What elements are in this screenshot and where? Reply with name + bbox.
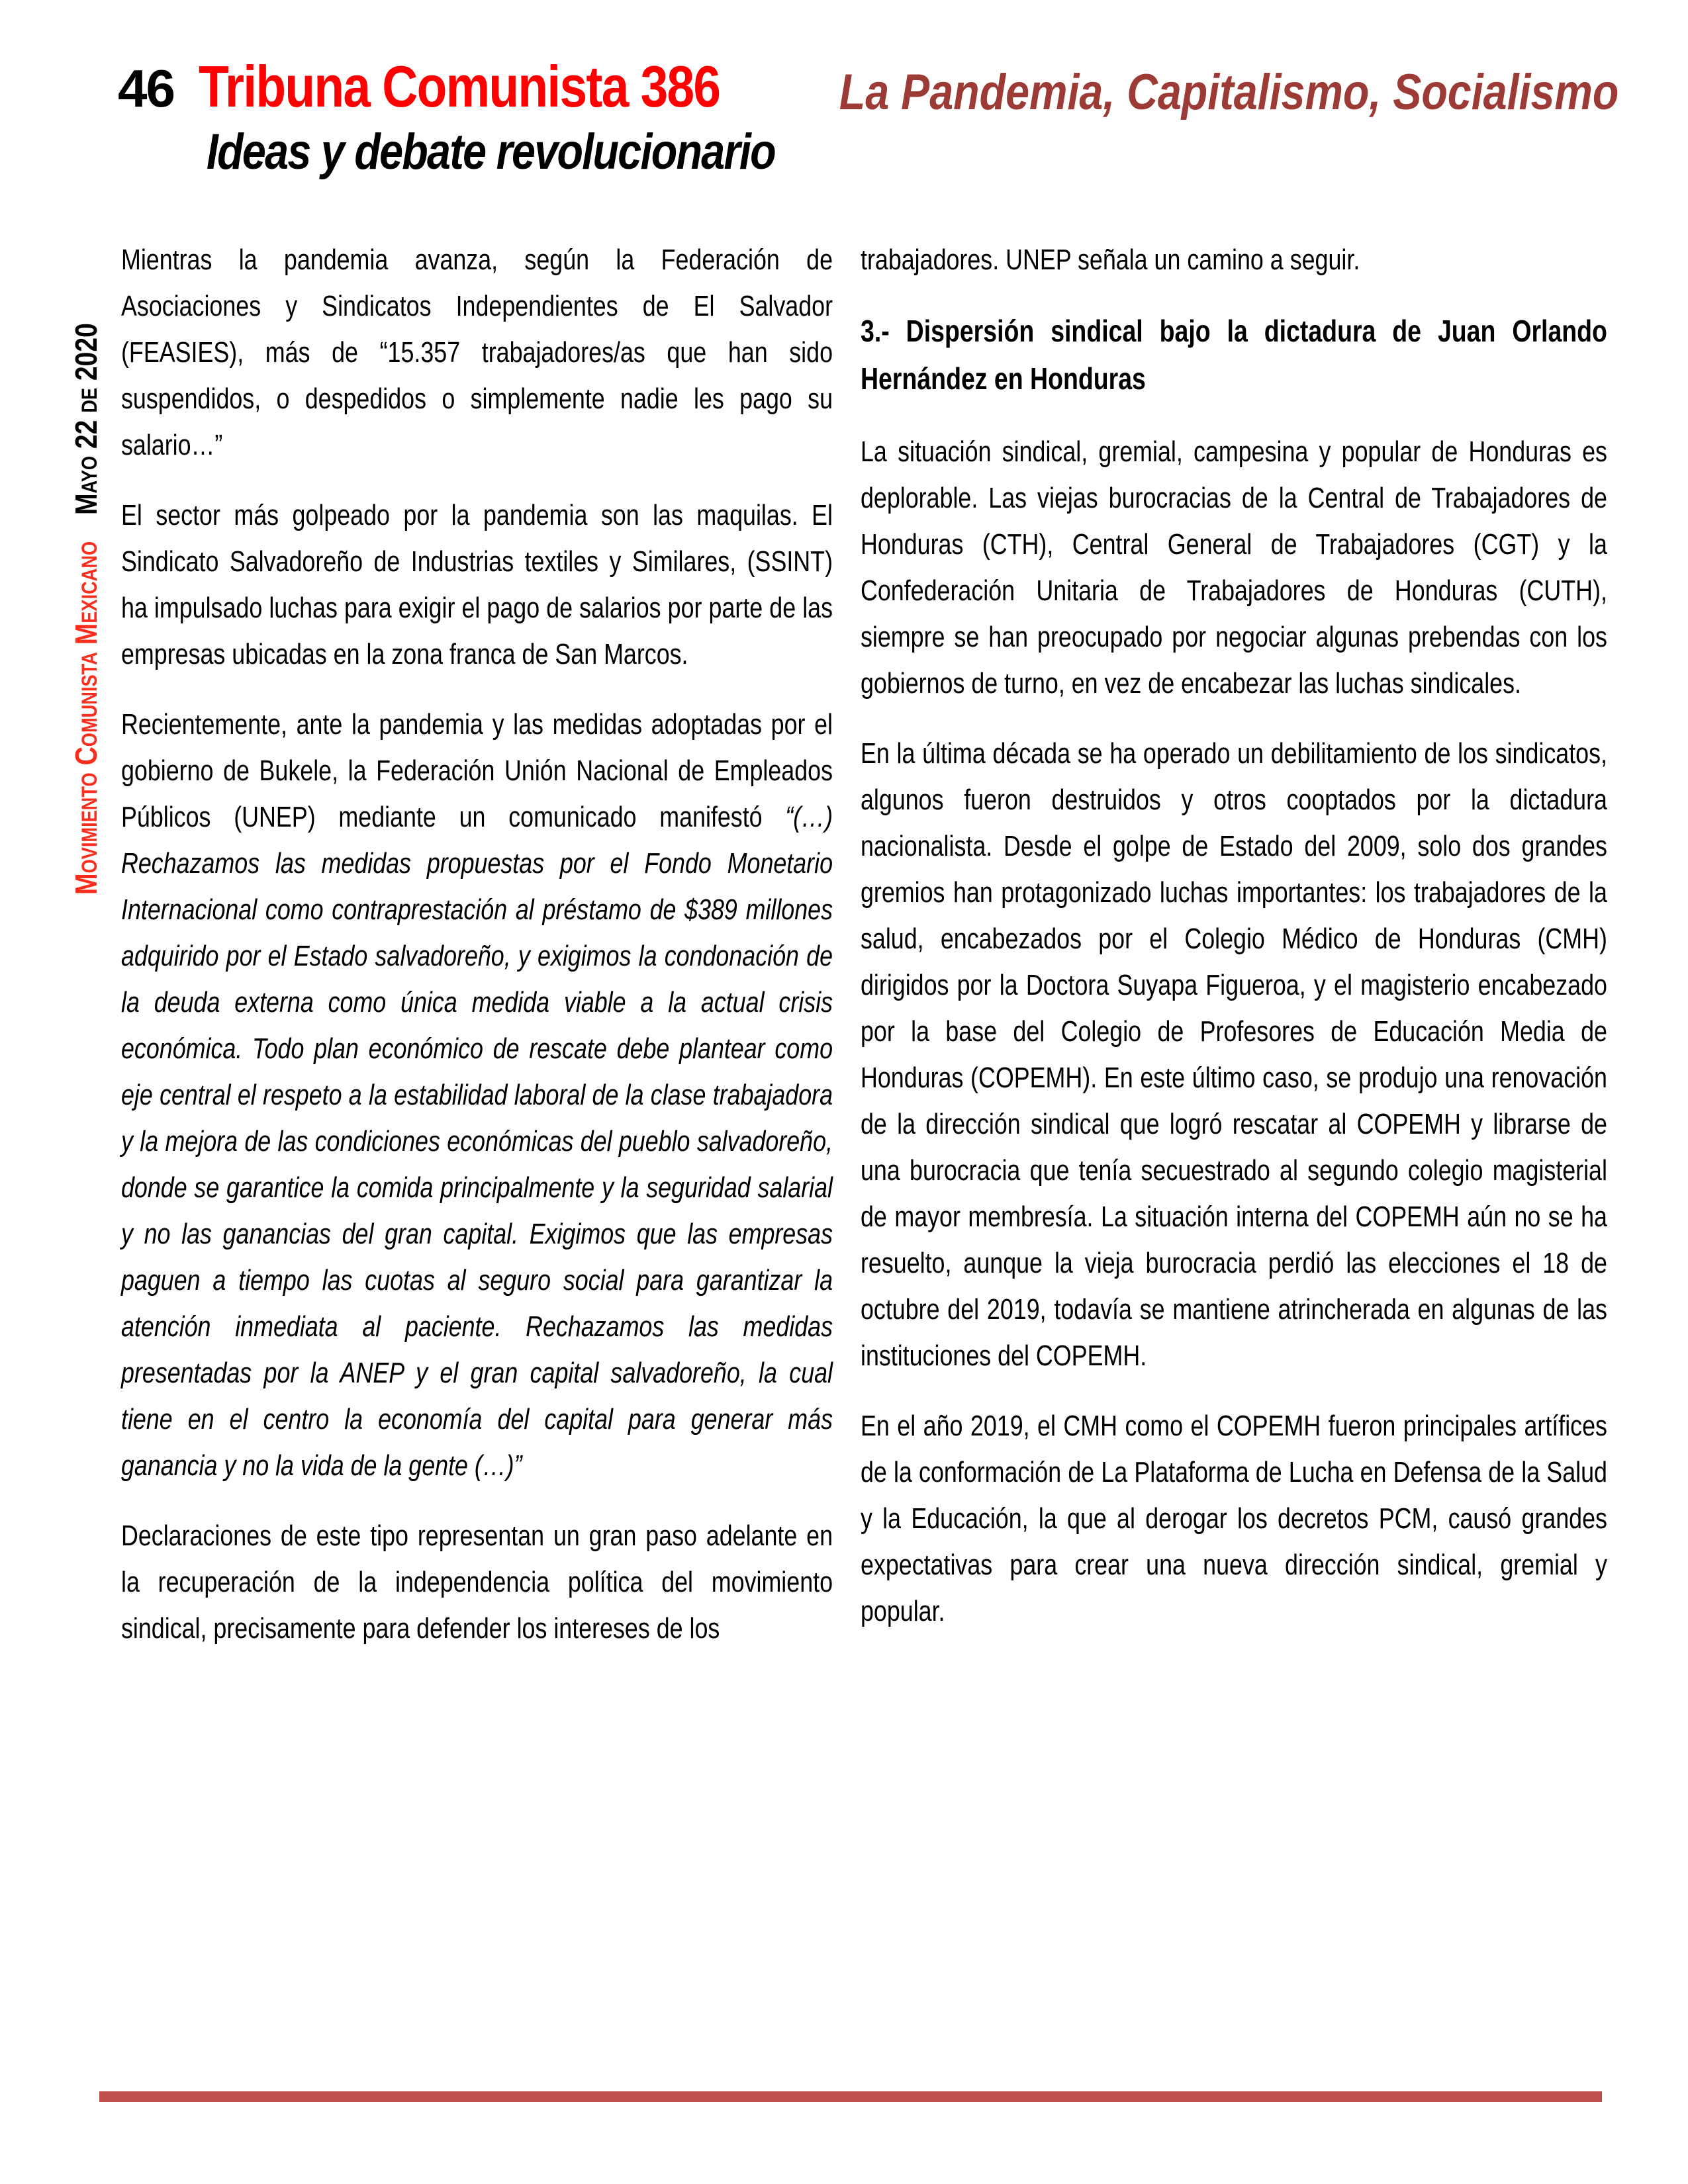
vertical-margin-text [68, 225, 116, 895]
left-column [121, 237, 833, 1652]
paragraph-quote: “(…) Rechazamos las medidas propuestas por el Fondo Monetario Internacional como contraprestación al préstamo de $389 millones adquirido por el Estado salvadoreño, y exigimos la condonación de la deuda externa como única medida viable a la actual crisis económica. Todo plan económico de rescate debe plantear como eje central el respeto a la estabilidad laboral de la clase trabajadora y la mejora de las condiciones económicas del pueblo salvadoreño, donde se garantice la comida principalmente y la seguridad salarial y no las ganancias del gran capital. Exigimos que las empresas paguen a tiempo las cuotas al seguro social para garantizar la atención inmediata al paciente. Rechazamos las medidas presentadas por la ANEP y el gran capital salvadoreño, la cual tiene en el centro la economía del capital para generar más ganancia y no la vida de la gente (…)” [121, 801, 833, 1482]
issue-date: Mayo 22 de 2020 [69, 323, 103, 516]
paragraph: Declaraciones de este tipo representan un gran paso adelante en la recuperación de la independencia política del movimiento sindical, precisamente para defender los intereses de los [121, 1520, 833, 1645]
paragraph: El sector más golpeado por la pandemia son las maquilas. El Sindicato Salvadoreño de Industrias textiles y Similares, (SSINT) ha impulsado luchas para exigir el pago de salarios por parte de las empresas ubicadas en la zona franca de San Marcos. [121, 499, 833, 670]
paragraph [121, 702, 833, 1489]
paragraph: En el año 2019, el CMH como el COPEMH fueron principales artífices de la conformación de La Plataforma de Lucha en Defensa de la Salud y la Educación, la que al derogar los decretos PCM, causó grandes expectativas para crear una nueva dirección sindical, gremial y popular. [861, 1410, 1607, 1627]
paragraph: La situación sindical, gremial, campesina y popular de Honduras es deplorable. Las viejas burocracias de la Central de Trabajadores de Honduras (CTH), Central General de Trabajadores (CGT) y la Confederación Unitaria de Trabajadores de Honduras (CUTH), siempre se han preocupado por negociar algunas prebendas con los gobiernos de turno, en vez de encabezar las luchas sindicales. [861, 435, 1607, 700]
paragraph: En la última década se ha operado un debilitamiento de los sindicatos, algunos fueron destruidos y otros cooptados por la dictadura nacionalista. Desde el golpe de Estado del 2009, solo dos grandes gremios han protagonizado luchas importantes: los trabajadores de la salud, encabezados por el Colegio Médico de Honduras (CMH) dirigidos por la Doctora Suyapa Figueroa, y el magisterio encabezado por la base del Colegio de Profesores de Educación Media de Honduras (COPEMH). En este último caso, se produjo una renovación de la dirección sindical que logró rescatar al COPEMH y librarse de una burocracia que tenía secuestrado al segundo colegio magisterial de mayor membresía. La situación interna del COPEMH aún no se ha resuelto, aunque la vieja burocracia perdió las elecciones el 18 de octubre del 2019, todavía se mantiene atrincherada en algunas de las instituciones del COPEMH. [861, 737, 1607, 1372]
paragraph-lead: Recientemente, ante la pandemia y las medidas adoptadas por el gobierno de Bukele, la Federación Unión Nacional de Empleados Públicos (UNEP) mediante un comunicado manifestó [121, 708, 833, 833]
page-number: 46 [118, 59, 174, 118]
publication-subtitle: Ideas y debate revolucionario [206, 124, 775, 180]
right-column [861, 237, 1607, 1635]
publication-title: Tribuna Comunista 386 [199, 54, 720, 119]
paragraph: Mientras la pandemia avanza, según la Federación de Asociaciones y Sindicatos Independientes de El Salvador (FEASIES), más de “15.357 trabajadores/as que han sido suspendidos, o despedidos o simplemente nadie les pago su salario…” [121, 244, 833, 461]
footer-rule [99, 2091, 1602, 2102]
organization-name: Movimiento Comunista Mexicano [69, 541, 103, 895]
section-title: La Pandemia, Capitalismo, Socialismo [839, 64, 1618, 120]
section-heading: 3.- Dispersión sindical bajo la dictadura de Juan Orlando Hernández en Honduras [861, 314, 1607, 396]
paragraph: trabajadores. UNEP señala un camino a seguir. [861, 244, 1360, 276]
